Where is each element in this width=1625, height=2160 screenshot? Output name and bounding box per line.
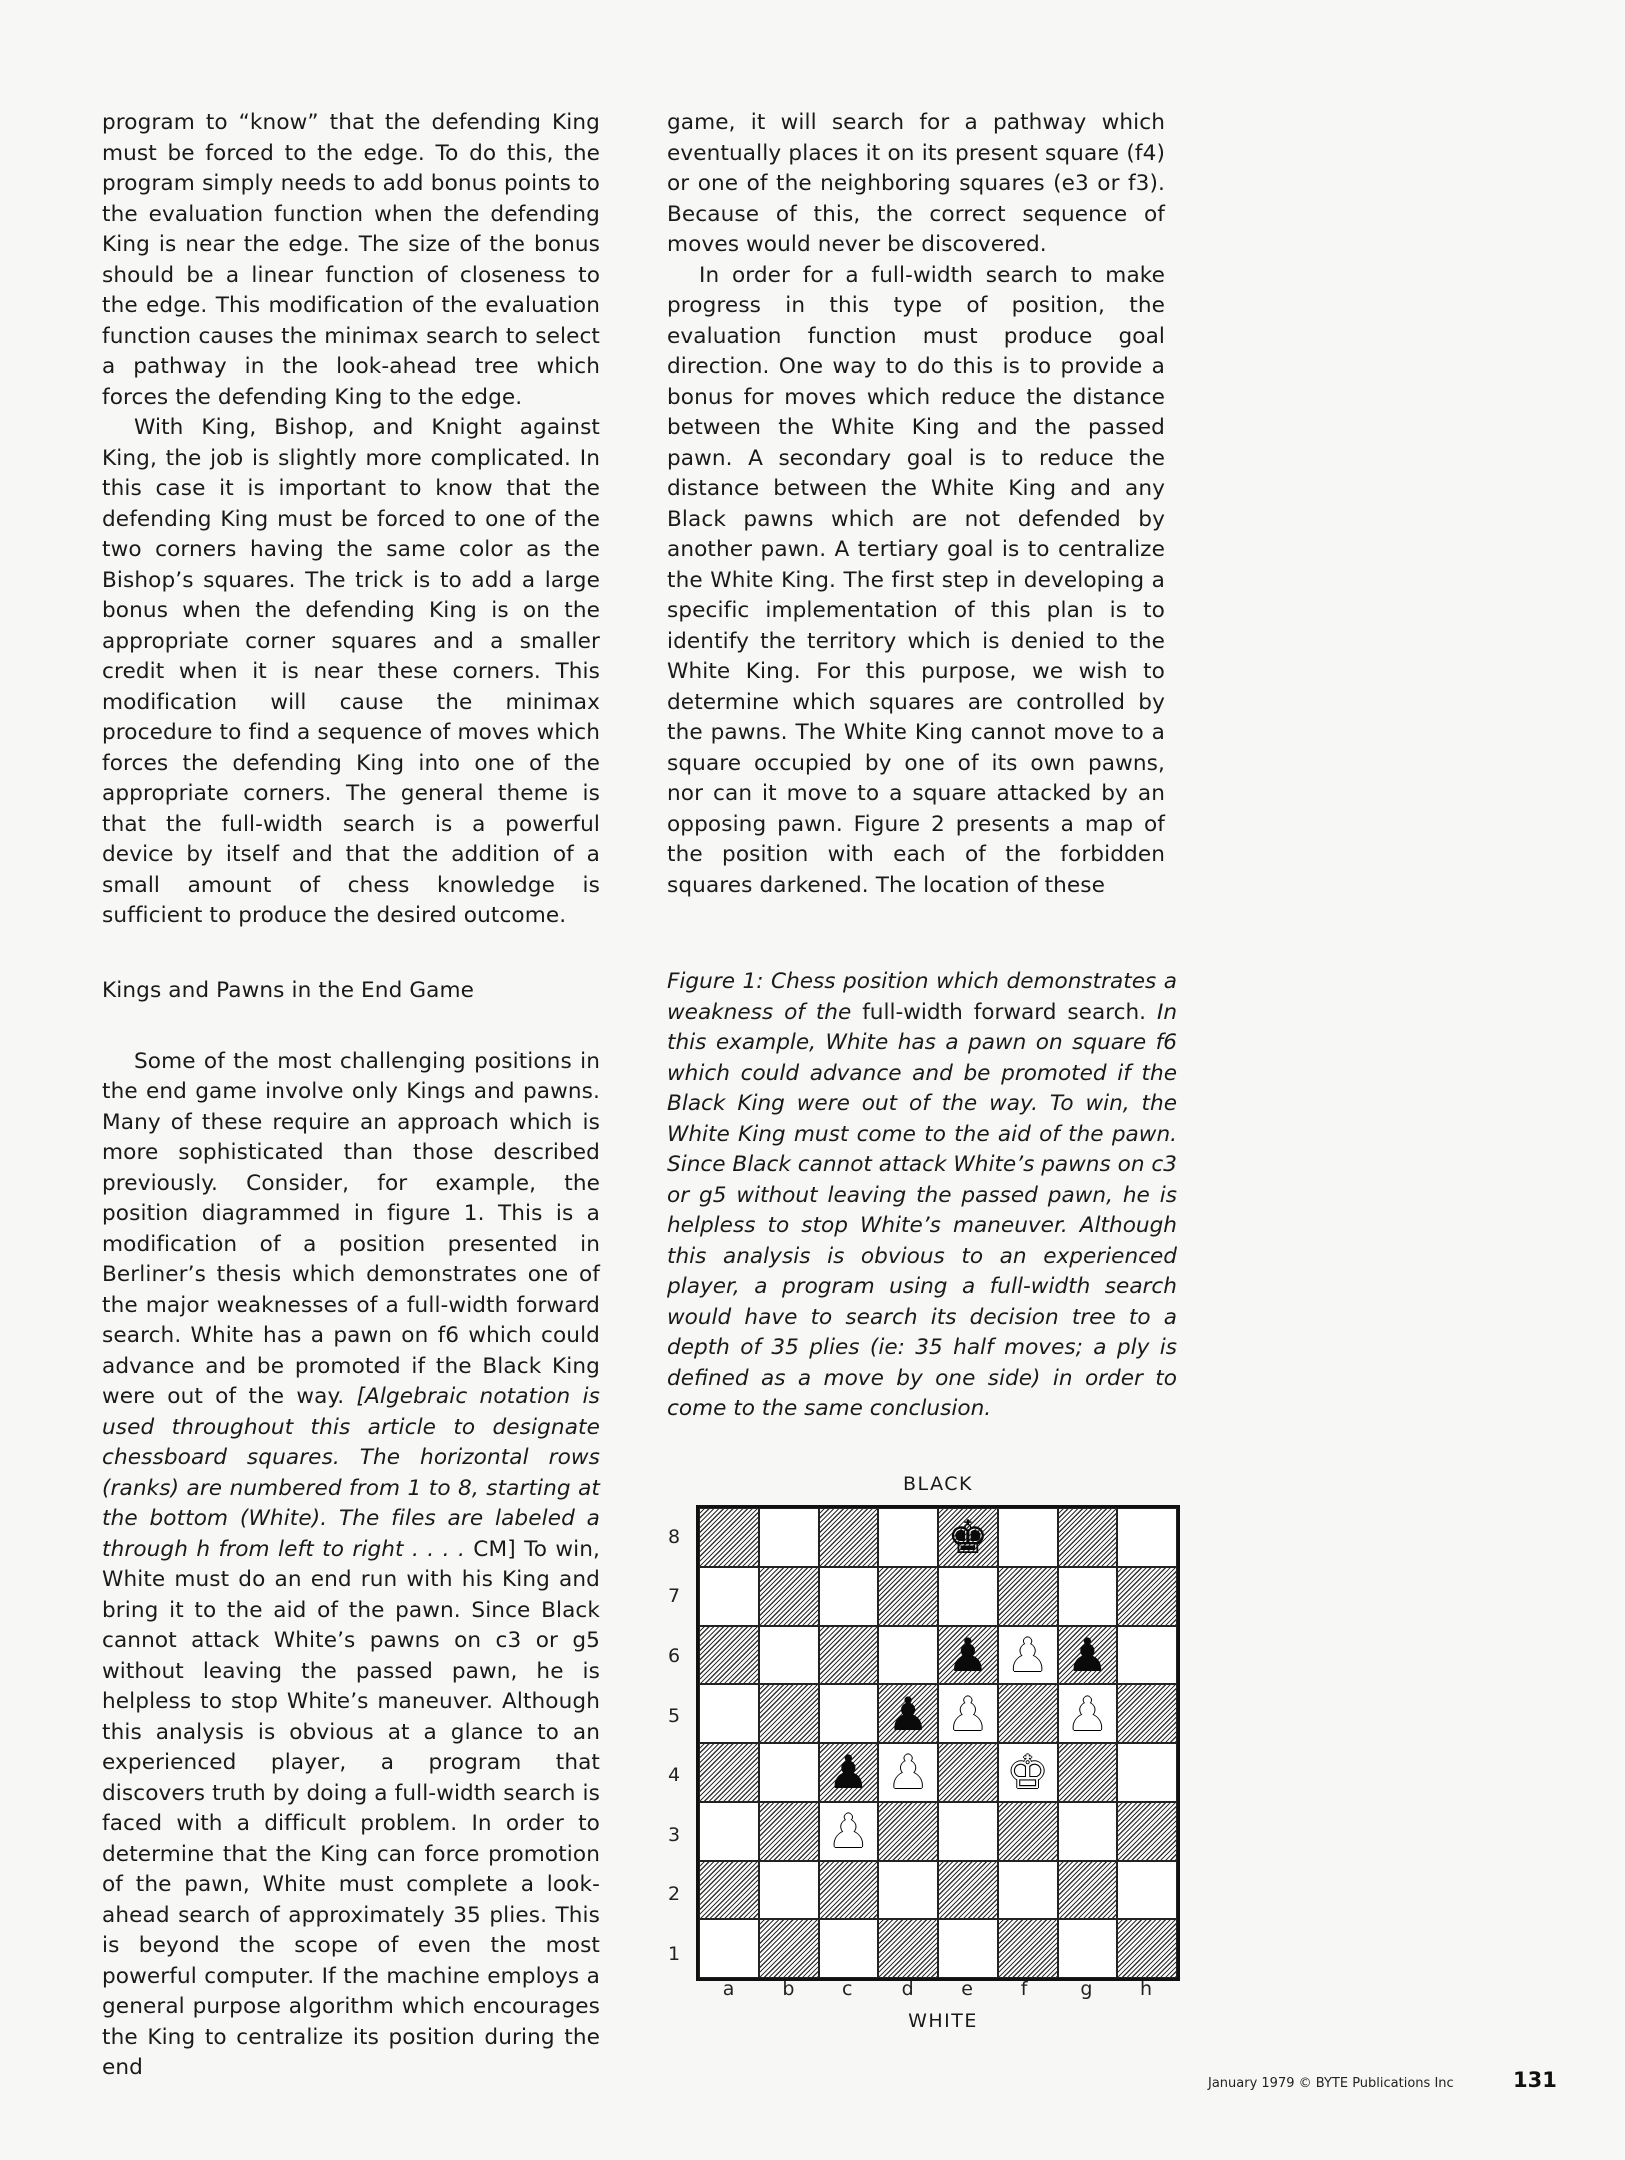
square-b1 — [759, 1919, 819, 1978]
board-bottom-label: WHITE — [908, 2010, 978, 2032]
rank-label-8: 8 — [668, 1525, 681, 1548]
square-g1 — [1058, 1919, 1118, 1978]
square-e3 — [938, 1802, 998, 1861]
square-c8 — [819, 1508, 879, 1567]
square-h4 — [1117, 1743, 1177, 1802]
square-e5 — [938, 1684, 998, 1743]
rank-label-3: 3 — [668, 1823, 681, 1846]
body-text: To win, White must do an end run with his King and bring it to the aid of the pawn. Since Black cannot attack White’s pawns on c3 or g5 without leaving the passed pawn, he is helpless to stop White’s maneuver. Although this analysis is obvious at a glance to an experienced player, a program that discovers truth by doing a full-width search is faced with a difficult problem. In order to determine that the King can force promotion of the pawn, White must complete a look-ahead search of approximately 35 plies. This is beyond the scope of even the most powerful computer. If the machine employs a general purpose algorithm which encourages the King to centralize its position during the end — [102, 1536, 600, 2080]
square-f1 — [998, 1919, 1058, 1978]
square-f2 — [998, 1861, 1058, 1920]
white-pawn-icon: ♟ — [887, 1745, 929, 1800]
square-c1 — [819, 1919, 879, 1978]
square-g3 — [1058, 1802, 1118, 1861]
rank-label-4: 4 — [668, 1764, 681, 1787]
square-g5 — [1058, 1684, 1118, 1743]
square-e4 — [938, 1743, 998, 1802]
rank-label-1: 1 — [668, 1943, 681, 1965]
file-label-a: a — [722, 1978, 735, 2000]
square-b6 — [759, 1626, 819, 1685]
square-b4 — [759, 1743, 819, 1802]
square-f3 — [998, 1802, 1058, 1861]
square-a5 — [699, 1684, 759, 1743]
square-e8 — [938, 1508, 998, 1567]
body-paragraph: With King, Bishop, and Knight against King, the job is slightly more complicated. In this case it is important to know that the defending King must be forced to one of the two corners having the same color as the Bishop’s squares. The trick is to add a large bonus when the defending King is on the appropriate corner squares and a smaller credit when it is near these corners. This modification will cause the minimax procedure to find a sequence of moves which forces the defending King into one of the appropriate corners. The general theme is that the full-width search is a powerful device by itself and that the addition of a small amount of chess knowledge is sufficient to produce the desired outcome. — [102, 415, 600, 928]
square-d8 — [878, 1508, 938, 1567]
black-pawn-icon: ♟ — [827, 1745, 869, 1800]
file-label-g: g — [1080, 1978, 1093, 2000]
body-paragraph — [102, 1047, 600, 2084]
white-pawn-icon: ♟ — [1007, 1627, 1049, 1682]
footer-credit: January 1979 © BYTE Publications Inc — [1208, 2076, 1454, 2091]
board-top-label: BLACK — [903, 1473, 973, 1495]
caption-text: In this example, White has a pawn on square f6 which could advance and be promoted if the Black King were out of the way. To win, the White King must come to the aid of the pawn. Since Black cannot attack White’s pawns on c3 or g5 without leaving the passed pawn, he is helpless to stop White’s maneuver. Although this analysis is obvious to an experienced player, a program using a full-width search would have to search its decision tree to a depth of 35 plies (ie: 35 half moves; a ply is defined as a move by one side) in order to come to the same conclusion. — [667, 999, 1178, 1421]
square-c2 — [819, 1861, 879, 1920]
square-c4 — [819, 1743, 879, 1802]
square-a1 — [699, 1919, 759, 1978]
square-h5 — [1117, 1684, 1177, 1743]
left-column — [102, 108, 600, 2084]
square-g8 — [1058, 1508, 1118, 1567]
caption-text: Figure 1: Chess position which demonstrates a weakness of the — [667, 969, 1177, 1025]
square-c5 — [819, 1684, 879, 1743]
white-pawn-icon: ♟ — [827, 1804, 869, 1859]
black-pawn-icon: ♟ — [887, 1686, 929, 1741]
square-b2 — [759, 1861, 819, 1920]
file-label-f: f — [1020, 1978, 1028, 2000]
square-g7 — [1058, 1567, 1118, 1626]
square-h7 — [1117, 1567, 1177, 1626]
square-d1 — [878, 1919, 938, 1978]
square-d4 — [878, 1743, 938, 1802]
body-paragraph: In order for a full-width search to make progress in this type of position, the evaluation function must produce goal direction. One way to do this is to provide a bonus for moves which reduce the distance between the White King and the passed pawn. A secondary goal is to reduce the distance between the White King and any Black pawns which are not defended by another pawn. A tertiary goal is to centralize the White King. The first step in developing a specific implementation of this plan is to identify the territory which is denied to the White King. For this purpose, we wish to determine which squares are controlled by the pawns. The White King cannot move to a square occupied by one of its own pawns, nor can it move to a square attacked by an opposing pawn. Figure 2 presents a map of the position with each of the forbidden squares darkened. The location of these — [667, 262, 1165, 898]
caption-text-upright: full-width forward search. — [862, 999, 1147, 1025]
square-e1 — [938, 1919, 998, 1978]
rank-label-7: 7 — [668, 1585, 681, 1608]
black-king-icon: ♚ — [947, 1510, 989, 1565]
white-pawn-icon: ♟ — [1066, 1686, 1108, 1741]
file-label-h: h — [1140, 1978, 1153, 2000]
body-paragraph: game, it will search for a pathway which eventually places it on its present square (f4) or one of the neighboring squares (e3 or f3). Because of this, the correct sequence of moves would never be discovered. — [667, 110, 1165, 257]
square-a8 — [699, 1508, 759, 1567]
body-text: Some of the most challenging positions in the end game involve only Kings and pawns. Many of these require an approach which is more sophisticated than those described previously. Consider, for example, the position diagrammed in figure 1. This is a modification of a position presented in Berliner’s thesis which demonstrates one of the major weaknesses of a full-width forward search. White has a pawn on f6 which could advance and be promoted if the Black King were out of the way. — [102, 1048, 600, 1409]
square-c6 — [819, 1626, 879, 1685]
square-a2 — [699, 1861, 759, 1920]
square-g6 — [1058, 1626, 1118, 1685]
chessboard — [696, 1505, 1180, 1981]
square-f5 — [998, 1684, 1058, 1743]
square-h1 — [1117, 1919, 1177, 1978]
square-b5 — [759, 1684, 819, 1743]
square-e2 — [938, 1861, 998, 1920]
square-b8 — [759, 1508, 819, 1567]
square-e6 — [938, 1626, 998, 1685]
square-h8 — [1117, 1508, 1177, 1567]
file-label-b: b — [782, 1978, 795, 2000]
section-heading: Kings and Pawns in the End Game — [102, 977, 475, 1003]
square-e7 — [938, 1567, 998, 1626]
square-h2 — [1117, 1861, 1177, 1920]
figure-caption — [667, 967, 1177, 1425]
square-d6 — [878, 1626, 938, 1685]
square-b7 — [759, 1567, 819, 1626]
square-c7 — [819, 1567, 879, 1626]
black-pawn-icon: ♟ — [947, 1627, 989, 1682]
rank-label-2: 2 — [668, 1883, 681, 1906]
file-label-c: c — [842, 1978, 853, 2000]
square-f7 — [998, 1567, 1058, 1626]
editor-signature: CM] — [464, 1536, 525, 1562]
file-label-e: e — [961, 1978, 973, 2000]
editor-note: [Algebraic notation is used throughout this article to designate chessboard squares. The horizontal rows (ranks) are numbered from 1 to 8, starting at the bottom (White). The files are labeled a through h from left to right . . . . — [102, 1384, 600, 1562]
square-f6 — [998, 1626, 1058, 1685]
square-f4 — [998, 1743, 1058, 1802]
rank-label-6: 6 — [668, 1645, 681, 1667]
square-a4 — [699, 1743, 759, 1802]
black-pawn-icon: ♟ — [1066, 1627, 1108, 1682]
square-d3 — [878, 1802, 938, 1861]
white-pawn-icon: ♟ — [947, 1686, 989, 1741]
page-number: 131 — [1513, 2068, 1557, 2092]
square-h3 — [1117, 1802, 1177, 1861]
square-h6 — [1117, 1626, 1177, 1685]
right-column — [667, 108, 1165, 901]
square-d7 — [878, 1567, 938, 1626]
square-a7 — [699, 1567, 759, 1626]
square-c3 — [819, 1802, 879, 1861]
white-king-icon: ♚ — [1007, 1745, 1049, 1800]
square-a3 — [699, 1802, 759, 1861]
square-g4 — [1058, 1743, 1118, 1802]
square-a6 — [699, 1626, 759, 1685]
square-b3 — [759, 1802, 819, 1861]
body-paragraph: program to “know” that the defending King must be forced to the edge. To do this, the program simply needs to add bonus points to the evaluation function when the defending King is near the edge. The size of the bonus should be a linear function of closeness to the edge. This modification of the evaluation function causes the minimax search to select a pathway in the look-ahead tree which forces the defending King to the edge. — [102, 110, 600, 410]
square-f8 — [998, 1508, 1058, 1567]
square-g2 — [1058, 1861, 1118, 1920]
square-d2 — [878, 1861, 938, 1920]
square-d5 — [878, 1684, 938, 1743]
rank-label-5: 5 — [668, 1704, 681, 1727]
file-label-d: d — [901, 1978, 914, 2000]
